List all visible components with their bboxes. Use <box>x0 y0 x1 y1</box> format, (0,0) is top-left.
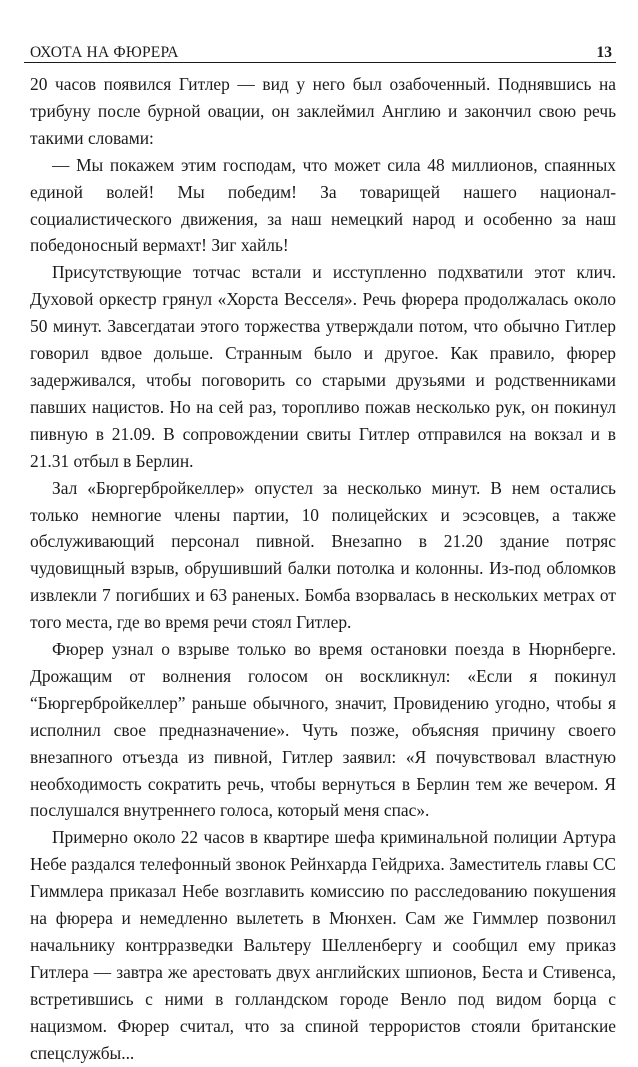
paragraph: Зал «Бюргербройкеллер» опустел за несколько минут. В нем остались только немногие члены партии, 10 полицейских и эсэсовцев, а также обслуживающий персонал пивной. Внезапно в 21.20 здание потряс чудовищный взрыв, обрушивший балки потолка и колонны. Из-под обломков извлекли 7 погибших и 63 раненых. Бомба взорвалась в нескольких метрах от того места, где во время речи стоял Гитлер. <box>30 477 616 633</box>
book-page <box>24 40 616 1067</box>
paragraph: Присутствующие тотчас встали и исступленно подхватили этот клич. Духовой оркестр грянул «Хорста Весселя». Речь фюрера продолжалась около 50 минут. Завсегдатаи этого торжества утверждали потом, что обычно Гитлер говорил вдвое дольше. Странным было и другое. Как правило, фюрер задерживался, чтобы поговорить со старыми друзьями и родственниками павших нацистов. Но на сей раз, торопливо пожав несколько рук, он покинул пивную в 21.09. В сопровождении свиты Гитлер отправился на вокзал и в 21.31 отбыл в Берлин. <box>30 262 616 471</box>
paragraph: Примерно около 22 часов в квартире шефа криминальной полиции Артура Небе раздался телефонный звонок Рейнхарда Гейдриха. Заместитель главы СС Гиммлера приказал Небе возглавить комиссию по расследованию покушения на фюрера и немедленно вылететь в Мюнхен. Сам же Гиммлер позвонил начальнику контрразведки Вальтеру Шелленбергу и сообщил ему приказ Гитлера — завтра же арестовать двух английских шпионов, Беста и Стивенса, встретившись с ними в голландском городе Венло под видом борца с нацизмом. Фюрер считал, что за спиной террористов стояли британские спецслужбы... <box>30 827 616 1063</box>
paragraph: Фюрер узнал о взрыве только во время остановки поезда в Нюрнберге. Дрожащим от волнения голосом он воскликнул: «Если я покинул “Бюргербройкеллер” раньше обычного, значит, Провидению угодно, чтобы я исполнил свое предназначение». Чуть позже, объясняя причину своего внезапного отъезда из пивной, Гитлер заявил: «Я почувствовал властную необходимость сократить речь, чтобы вернуться в Берлин тем же вечером. Я послушался внутреннего голоса, который меня спас». <box>30 639 616 821</box>
running-title: ОХОТА НА ФЮРЕРА <box>30 44 179 61</box>
paragraph: 20 часов появился Гитлер — вид у него был озабоченный. Поднявшись на трибуну после бурной овации, он заклеймил Англию и закончил свою речь такими словами: <box>30 74 616 148</box>
paragraph: — Мы покажем этим господам, что может сила 48 миллионов, спаянных единой волей! Мы победим! За товарищей нашего национал-социалистического движения, за наш немецкий народ и особенно за наш победоносный вермахт! Зиг хайль! <box>30 154 616 256</box>
page-number: 13 <box>596 44 612 61</box>
body-text <box>24 71 616 1067</box>
page-header <box>24 40 616 63</box>
